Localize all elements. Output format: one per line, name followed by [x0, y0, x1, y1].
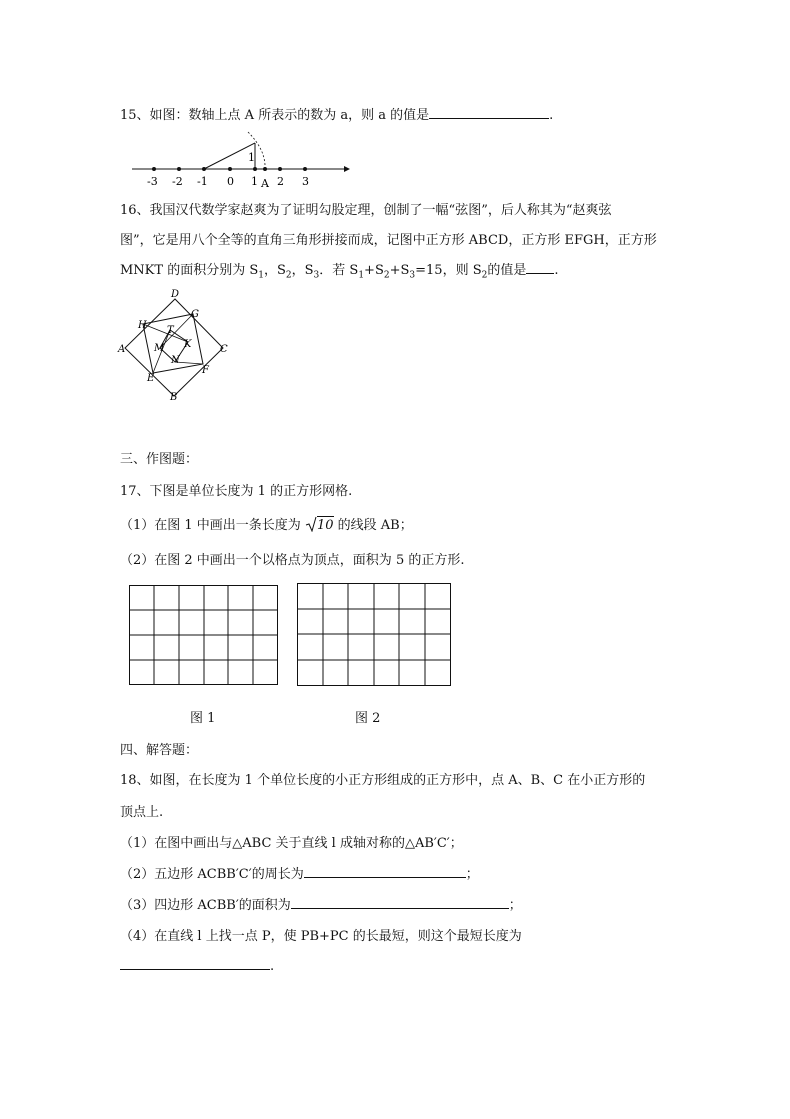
label-T: T — [167, 325, 174, 336]
q18-part2-text: （2）五边形 ACBB′C′的周长为 — [120, 867, 304, 882]
q18-part3-text: （3）四边形 ACBB′的面积为 — [120, 898, 291, 913]
q17-title: 17、下图是单位长度为 1 的正方形网格. — [120, 484, 353, 499]
q18-part2-blank[interactable] — [304, 865, 466, 878]
q16-text-e: +S — [364, 263, 384, 278]
q15-end: . — [549, 108, 554, 123]
axis-point-2 — [278, 167, 282, 171]
q18-part3-end: ； — [508, 898, 522, 913]
label-G: G — [191, 309, 199, 320]
q18-part4: （4）在直线 l 上找一点 P，使 PB+PC 的长最短，则这个最短长度为 — [120, 929, 522, 944]
q16-text-b: ，S — [263, 263, 286, 278]
sub-3: 3 — [313, 270, 320, 281]
axis-point-3 — [303, 167, 307, 171]
label-N: N — [171, 355, 180, 366]
q18-line1: 18、如图，在长度为 1 个单位长度的小正方形组成的正方形中，点 A、B、C 在小正方形的 — [120, 773, 646, 788]
sub-2: 2 — [285, 270, 292, 281]
q16-end: . — [554, 263, 559, 278]
arrow-head-icon — [344, 166, 350, 172]
q16-line3 — [120, 259, 559, 281]
q18-part4-answer — [120, 957, 274, 974]
tick-label-minus2: -2 — [172, 175, 183, 188]
q17-part1-b: 的线段 AB； — [337, 518, 413, 533]
q16-text-c: ，S — [291, 263, 314, 278]
sub-1b: 1 — [358, 270, 365, 281]
axis-point-minus2 — [177, 167, 181, 171]
q16-text-g: =15，则 S — [415, 263, 482, 278]
q18-part3-blank[interactable] — [291, 896, 509, 909]
q15-answer-blank[interactable] — [429, 106, 549, 119]
q16-text-h: 的值是 — [487, 263, 527, 278]
tick-label-0: 0 — [227, 175, 234, 188]
q17-part1 — [120, 514, 413, 533]
tick-label-minus1: -1 — [197, 175, 208, 188]
unit-label: 1 — [248, 151, 255, 164]
tick-label-3: 3 — [302, 175, 309, 188]
sub-3b: 3 — [409, 270, 416, 281]
section3-heading: 三、作图题： — [120, 452, 199, 467]
q18-part3 — [120, 894, 522, 913]
label-F: F — [202, 365, 209, 376]
q16-answer-blank[interactable] — [526, 261, 554, 274]
number-line-figure — [120, 128, 360, 192]
label-M: M — [154, 343, 165, 354]
sub-2c: 2 — [481, 270, 488, 281]
sqrt-icon — [305, 516, 317, 532]
square-ABCD — [125, 299, 223, 396]
label-K: K — [184, 339, 192, 350]
tick-label-minus3: -3 — [147, 175, 158, 188]
q18-part2 — [120, 863, 479, 882]
line-H-K — [143, 324, 188, 342]
label-A: A — [118, 344, 126, 355]
fig2-caption: 图 2 — [355, 711, 381, 726]
q15-text — [120, 104, 553, 123]
fig1-caption: 图 1 — [190, 711, 216, 726]
q16-text-a: MNKT 的面积分别为 S — [120, 263, 259, 278]
zhao-shuang-figure — [115, 285, 235, 405]
tick-label-2: 2 — [277, 175, 284, 188]
sub-2b: 2 — [383, 270, 390, 281]
q16-line2: 图”，它是用八个全等的直角三角形拼接而成，记图中正方形 ABCD，正方形 EFGH，正方形 — [120, 233, 657, 248]
q18-part4-end: . — [270, 959, 275, 974]
q18-part2-end: ； — [465, 867, 479, 882]
label-B: B — [170, 392, 178, 403]
grid-figure-1[interactable] — [129, 585, 279, 686]
label-E: E — [147, 373, 155, 384]
label-H: H — [138, 320, 147, 331]
q18-line2: 顶点上. — [120, 805, 164, 820]
point-A-label: A — [261, 177, 269, 190]
q15-prompt: 15、如图：数轴上点 A 所表示的数为 a，则 a 的值是 — [120, 108, 430, 123]
sub-1: 1 — [258, 270, 264, 281]
tick-label-1: 1 — [251, 175, 258, 188]
section4-heading: 四、解答题： — [120, 743, 199, 758]
axis-point-minus3 — [152, 167, 156, 171]
q17-part1-a: （1）在图 1 中画出一条长度为 — [120, 518, 301, 533]
sqrt-radicand: 10 — [316, 518, 334, 533]
q17-part2: （2）在图 2 中画出一个以格点为顶点，面积为 5 的正方形. — [120, 553, 465, 568]
q16-text-f: +S — [389, 263, 410, 278]
q18-part1: （1）在图中画出与△ABC 关于直线 l 成轴对称的△AB′C′； — [120, 836, 463, 851]
q18-part4-blank[interactable] — [120, 957, 270, 970]
grid-figure-2[interactable] — [297, 583, 452, 687]
label-C: C — [220, 344, 228, 355]
q16-line1: 16、我国汉代数学家赵爽为了证明勾股定理，创制了一幅“弦图”，后人称其为“赵爽弦 — [120, 203, 612, 218]
label-D: D — [171, 289, 180, 300]
q16-text-d: ．若 S — [319, 263, 359, 278]
axis-point-0 — [228, 167, 232, 171]
